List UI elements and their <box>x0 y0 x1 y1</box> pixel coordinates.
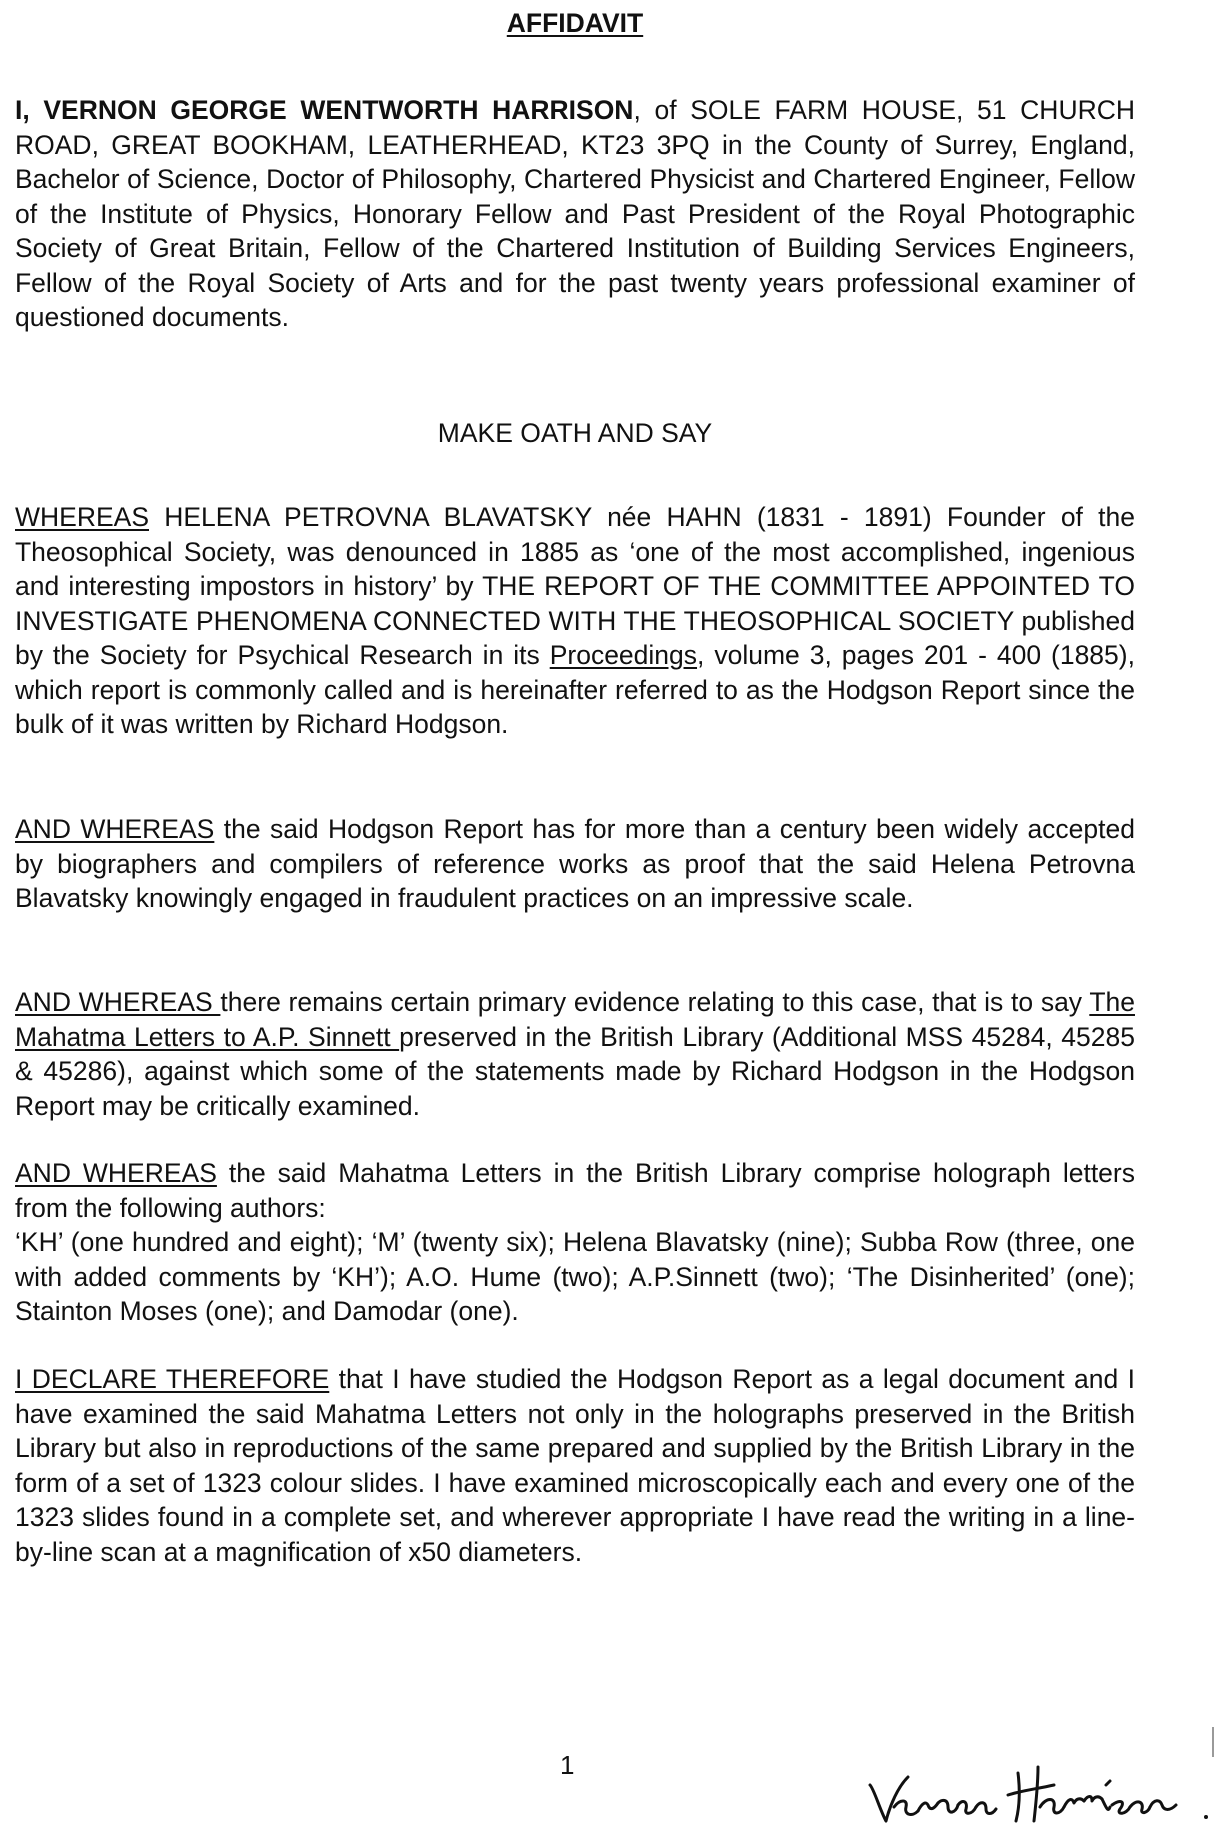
page-number: 1 <box>560 1750 575 1780</box>
whereas-paragraph-3 <box>15 985 1135 1123</box>
whereas-paragraph-4 <box>15 1156 1135 1329</box>
mahatma-letters-title: The Mahatma Letters to A.P. Sinnett <box>15 987 1135 1052</box>
and-whereas-lead: AND WHEREAS <box>15 814 215 844</box>
intro-paragraph <box>15 93 1135 335</box>
and-whereas-lead: AND WHEREAS <box>15 987 221 1017</box>
whereas-paragraph-1 <box>15 500 1135 742</box>
intro-prefix: I, <box>15 95 44 125</box>
authors-list: ‘KH’ (one hundred and eight); ‘M’ (twenty six); Helena Blavatsky (nine); Subba Row (three, one with added comments by ‘KH’); A.O. Hume (two); A.P.Sinnett (two); ‘The Disinherited’ (one); Stainton Moses (one); and Damodar (one). <box>15 1227 1135 1326</box>
paragraph-text: that I have studied the Hodgson Report as a legal document and I have examined the said Mahatma Letters not only in the holographs preserved in the British Library but also in reproductions of the same prepared and supplied by the British Library in the form of a set of 1323 colour slides. I have examined microscopically each and every one of the 1323 slides found in a complete set, and wherever appropriate I have read the writing in a line-by-line scan at a magnification of x50 diameters. <box>15 1364 1135 1567</box>
paragraph-text: , volume 3, pages 201 - 400 (1885), which report is commonly called and is hereinafter referred to as the Hodgson Report since the bulk of it was written by Richard Hodgson. <box>15 640 1135 739</box>
paragraph-text: the said Mahatma Letters in the British Library comprise holograph letters from the following authors: <box>15 1158 1135 1223</box>
oath-heading: MAKE OATH AND SAY <box>437 418 713 448</box>
paragraph-text: there remains certain primary evidence relating to this case, that is to say <box>220 987 1090 1017</box>
whereas-paragraph-2 <box>15 812 1135 916</box>
paragraph-text: HELENA PETROVNA BLAVATSKY née HAHN (1831 - 1891) Founder of the Theosophical Society, was denounced in 1885 as ‘one of the most accomplished, ingenious and interesting impostors in history’ by THE REPORT OF THE COMMITTEE APPOINTED TO INVESTIGATE PHENOMENA CONNECTED WITH THE THEOSOPHICAL SOCIETY published by the Society for Psychical Research in its <box>15 502 1135 670</box>
intro-text: , of SOLE FARM HOUSE, 51 CHURCH ROAD, GREAT BOOKHAM, LEATHERHEAD, KT23 3PQ in the County of Surrey, England, Bachelor of Science, Doctor of Philosophy, Chartered Physicist and Chartered Engineer, Fellow of the Institute of Physics, Honorary Fellow and Past President of the Royal Photographic Society of Great Britain, Fellow of the Chartered Institution of Building Services Engineers, Fellow of the Royal Society of Arts and for the past twenty years professional examiner of questioned documents. <box>15 95 1135 332</box>
proceedings-title: Proceedings <box>549 640 698 670</box>
document-title: AFFIDAVIT <box>506 8 644 38</box>
declare-lead: I DECLARE THEREFORE <box>15 1364 330 1394</box>
paragraph-text: the said Hodgson Report has for more than a century been widely accepted by biographers and compilers of reference works as proof that the said Helena Petrovna Blavatsky knowingly engaged in fraudulent practices on an impressive scale. <box>15 814 1135 913</box>
and-whereas-lead: AND WHEREAS <box>15 1158 217 1188</box>
paragraph-text: preserved in the British Library (Additional MSS 45284, 45285 & 45286), against which some of the statements made by Richard Hodgson in the Hodgson Report may be critically examined. <box>15 1021 1135 1121</box>
margin-mark <box>1212 1727 1214 1757</box>
whereas-lead: WHEREAS <box>15 502 149 532</box>
declaration-paragraph <box>15 1362 1135 1569</box>
deponent-name: VERNON GEORGE WENTWORTH HARRISON <box>43 95 634 125</box>
handwritten-signature <box>860 1755 1220 1835</box>
